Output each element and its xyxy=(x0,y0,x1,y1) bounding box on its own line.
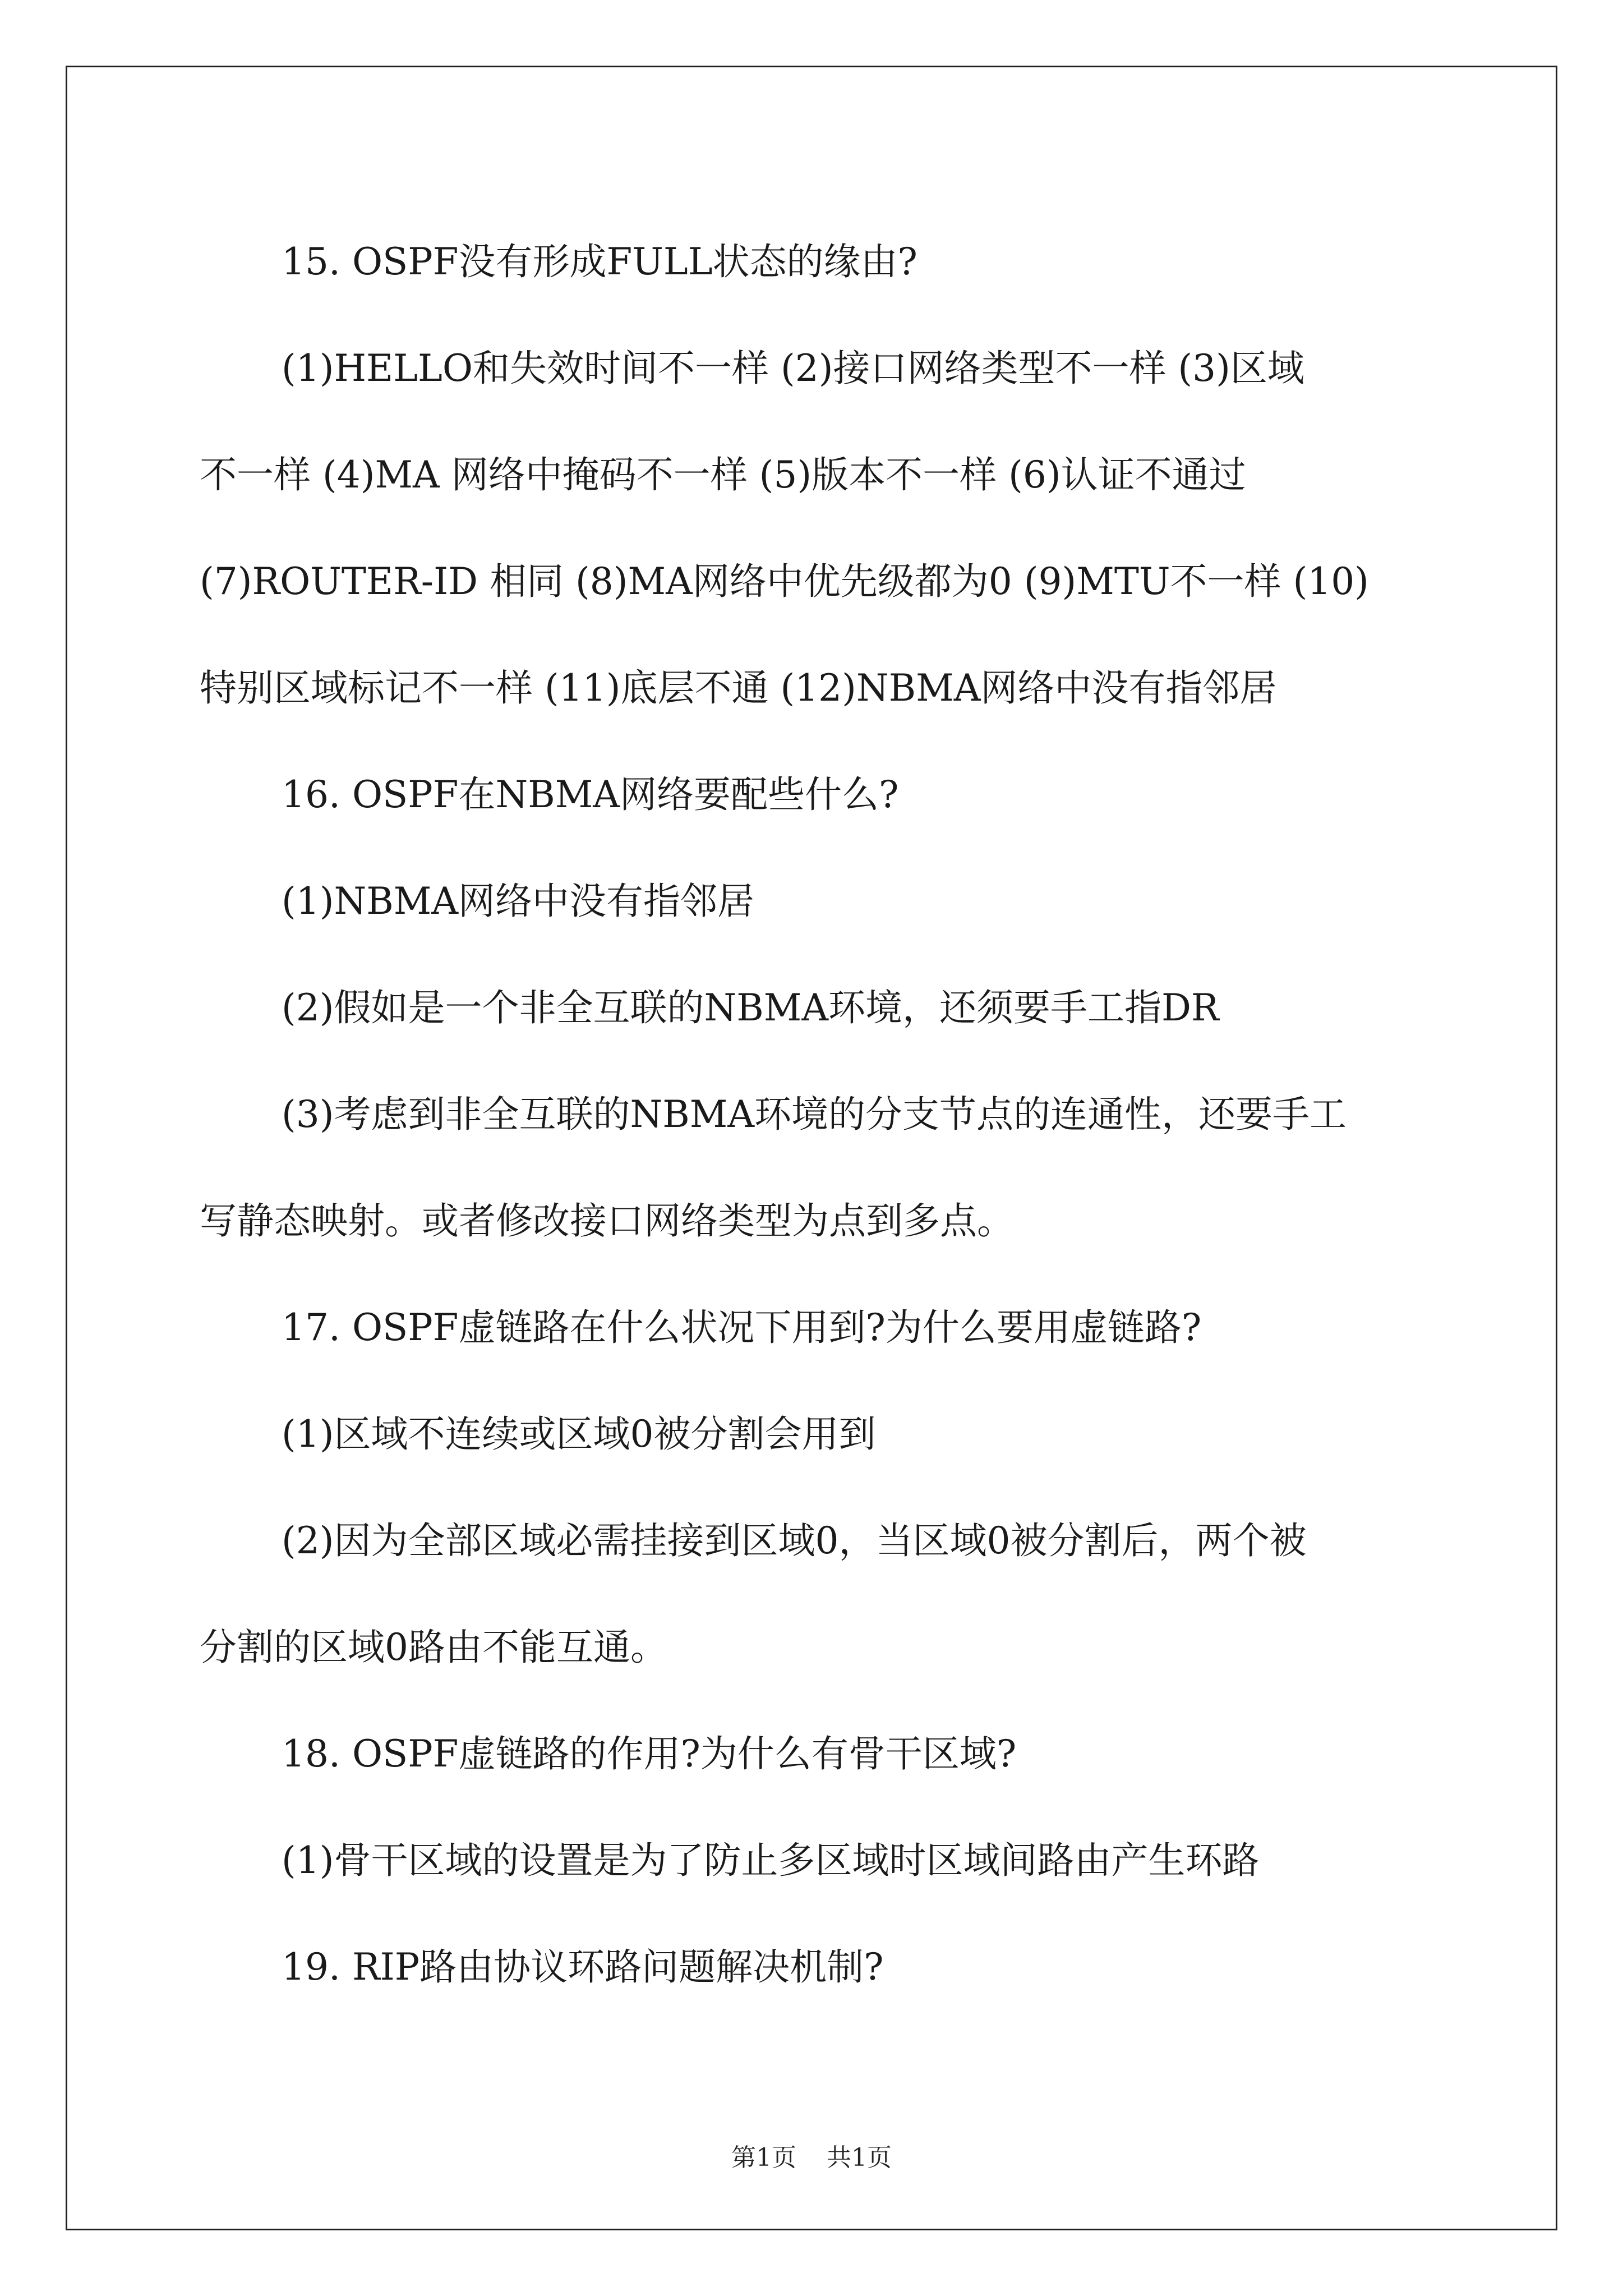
answer-16-item-2 xyxy=(200,955,1433,1061)
question-17-heading xyxy=(200,1274,1433,1381)
text-line: (2)因为全部区域必需挂接到区域0，当区域0被分割后，两个被 xyxy=(282,1519,1307,1562)
text-line: (2)假如是一个非全互联的NBMA环境，还须要手工指DR xyxy=(282,986,1219,1029)
page-footer xyxy=(0,2137,1623,2173)
page-number-total: 共1页 xyxy=(827,2143,892,2172)
answer-17-item-1 xyxy=(200,1381,1433,1488)
answer-16-item-3 xyxy=(200,1061,1433,1274)
page-number-current: 第1页 xyxy=(731,2143,796,2172)
text-line: (1)骨干区域的设置是为了防止多区域时区域间路由产生环路 xyxy=(282,1839,1260,1882)
text-line: 写静态映射。或者修改接口网络类型为点到多点。 xyxy=(200,1199,1014,1243)
text-line: (3)考虑到非全互联的NBMA环境的分支节点的连通性，还要手工 xyxy=(282,1093,1347,1136)
question-15-heading xyxy=(200,209,1433,315)
text-line: (1)HELLO和失效时间不一样 (2)接口网络类型不一样 (3)区域 xyxy=(282,347,1304,390)
text-line: 18. OSPF虚链路的作用?为什么有骨干区域? xyxy=(282,1732,1017,1775)
text-line: 19. RIP路由协议环路问题解决机制? xyxy=(282,1945,884,1989)
answer-16-item-1 xyxy=(200,848,1433,955)
document-body xyxy=(200,209,1433,2021)
text-line: (7)ROUTER-ID 相同 (8)MA网络中优先级都为0 (9)MTU不一样 (10) xyxy=(200,560,1369,603)
answer-17-item-2 xyxy=(200,1488,1433,1701)
text-line: (1)NBMA网络中没有指邻居 xyxy=(282,880,754,923)
question-16-heading xyxy=(200,742,1433,848)
text-line: 不一样 (4)MA 网络中掩码不一样 (5)版本不一样 (6)认证不通过 xyxy=(200,453,1246,496)
text-line: 16. OSPF在NBMA网络要配些什么? xyxy=(282,773,899,816)
text-line: 特别区域标记不一样 (11)底层不通 (12)NBMA网络中没有指邻居 xyxy=(200,666,1277,710)
text-line: (1)区域不连续或区域0被分割会用到 xyxy=(282,1412,876,1456)
question-18-heading xyxy=(200,1701,1433,1807)
text-line: 15. OSPF没有形成FULL状态的缘由? xyxy=(282,240,917,283)
text-line: 17. OSPF虚链路在什么状况下用到?为什么要用虚链路? xyxy=(282,1306,1202,1349)
answer-18-item-1 xyxy=(200,1807,1433,1914)
answer-15-text xyxy=(200,315,1433,742)
question-19-heading xyxy=(200,1914,1433,2021)
text-line: 分割的区域0路由不能互通。 xyxy=(200,1626,667,1669)
